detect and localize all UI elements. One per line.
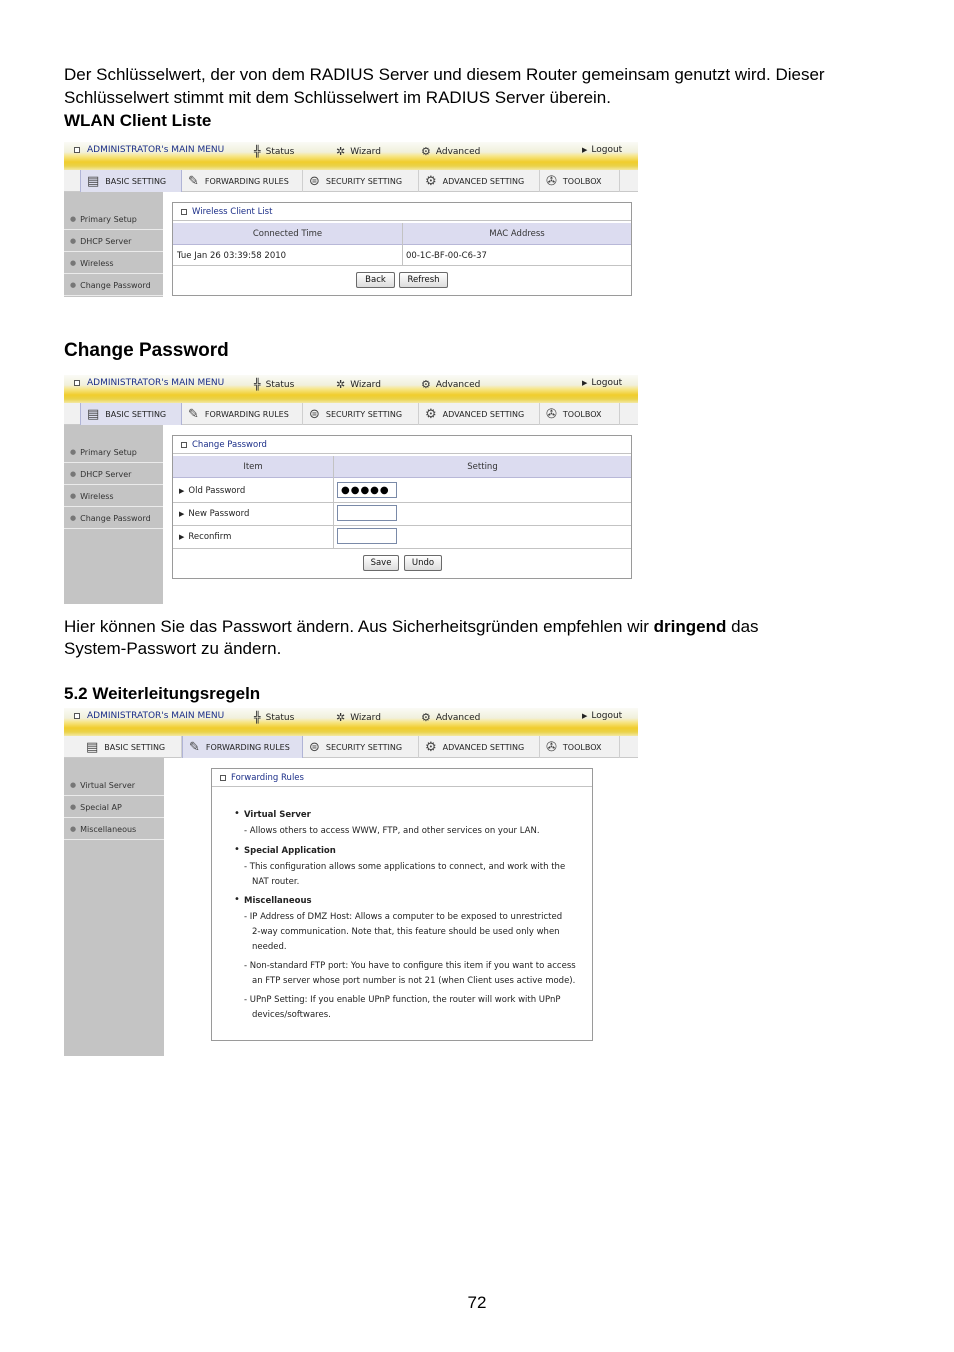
folder-icon: ▤ [86, 739, 99, 755]
toolbox-icon: ✇ [546, 739, 557, 755]
top-menu-bar [64, 708, 638, 736]
advanced-link[interactable]: ⚙ Advanced [421, 145, 481, 158]
miscellaneous-line: 2-way communication. Note that, this feature should be used only when [252, 927, 560, 937]
status-icon: ╬ [254, 711, 261, 724]
sidebar-item-primary-setup[interactable]: ● Primary Setup [64, 209, 163, 230]
panel-square-icon [181, 209, 187, 215]
main-tab-bar [64, 403, 638, 425]
panel-title: Change Password [173, 436, 631, 454]
wizard-link[interactable]: ✲ Wizard [336, 145, 381, 158]
miscellaneous-line: - Non-standard FTP port: You have to configure this item if you want to access [244, 961, 576, 971]
miscellaneous-line: an FTP server whose port number is not 21 (when Client uses active mode). [252, 976, 576, 986]
wireless-client-list-panel [172, 202, 632, 296]
row-divider [173, 525, 631, 526]
status-link[interactable]: ╬ Status [254, 378, 295, 391]
tab-toolbox[interactable]: ✇ TOOLBOX [540, 736, 620, 758]
tab-forwarding-rules[interactable]: ✎ FORWARDING RULES [182, 170, 303, 192]
logout-link[interactable]: ▶ Logout [582, 711, 623, 721]
special-application-line: - This configuration allows some applications to connect, and work with the [244, 862, 566, 872]
sidebar [64, 758, 164, 1056]
column-header-setting: Setting [334, 456, 631, 478]
sidebar-item-dhcp-server[interactable]: ● DHCP Server [64, 231, 163, 252]
security-icon: ⊜ [309, 739, 320, 755]
tab-security-setting[interactable]: ⊜ SECURITY SETTING [303, 403, 419, 425]
menu-square-icon [74, 380, 80, 386]
sidebar-item-change-password[interactable]: ● Change Password [64, 275, 163, 296]
forwarding-rules-description [212, 769, 592, 1039]
special-application-heading: Special Application [244, 846, 336, 856]
reconfirm-input[interactable] [337, 528, 397, 544]
bullet-icon: • [234, 808, 240, 819]
advanced-setting-icon: ⚙ [425, 406, 437, 422]
arrow-right-icon: ▶ [582, 146, 588, 154]
screenshot-forwarding-rules [64, 708, 638, 1056]
toolbox-icon: ✇ [546, 173, 557, 189]
menu-square-icon [74, 147, 80, 153]
tab-advanced-setting[interactable]: ⚙ ADVANCED SETTING [419, 403, 540, 425]
sidebar-item-change-password[interactable]: ● Change Password [64, 508, 163, 529]
toolbox-icon: ✇ [546, 406, 557, 422]
table-row-mac: 00-1C-BF-00-C6-37 [406, 250, 487, 261]
forwarding-icon: ✎ [189, 739, 200, 755]
row-divider [173, 548, 631, 549]
miscellaneous-line: - UPnP Setting: If you enable UPnP function, the router will work with UPnP [244, 995, 561, 1005]
tab-basic-setting[interactable]: ▤ BASIC SETTING [80, 403, 182, 425]
old-password-input[interactable]: ●●●●● [337, 482, 397, 498]
wizard-icon: ✲ [336, 711, 346, 724]
tab-security-setting[interactable]: ⊜ SECURITY SETTING [303, 736, 419, 758]
tab-forwarding-rules[interactable]: ✎ FORWARDING RULES [182, 736, 303, 758]
screenshot-change-password [64, 375, 638, 604]
new-password-label: ▶ New Password [179, 509, 250, 519]
sidebar-item-special-ap[interactable]: ● Special AP [64, 797, 164, 818]
sidebar-item-wireless[interactable]: ● Wireless [64, 486, 163, 507]
tab-forwarding-rules[interactable]: ✎ FORWARDING RULES [182, 403, 303, 425]
miscellaneous-heading: Miscellaneous [244, 896, 312, 906]
advanced-icon: ⚙ [421, 378, 431, 391]
status-icon: ╬ [254, 145, 261, 158]
bullet-icon: • [234, 894, 240, 905]
security-icon: ⊜ [309, 406, 320, 422]
row-arrow-icon: ▶ [179, 533, 185, 541]
status-link[interactable]: ╬ Status [254, 145, 295, 158]
forwarding-icon: ✎ [188, 173, 199, 189]
admin-main-menu[interactable]: ADMINISTRATOR's MAIN MENU [74, 378, 224, 388]
sidebar [64, 192, 163, 297]
forwarding-icon: ✎ [188, 406, 199, 422]
advanced-icon: ⚙ [421, 145, 431, 158]
undo-button[interactable]: Undo [404, 555, 442, 571]
sidebar-item-miscellaneous[interactable]: ● Miscellaneous [64, 819, 164, 840]
wizard-icon: ✲ [336, 145, 346, 158]
wizard-link[interactable]: ✲ Wizard [336, 378, 381, 391]
panel-title: Wireless Client List [173, 203, 631, 221]
sidebar-item-virtual-server[interactable]: ● Virtual Server [64, 775, 164, 796]
column-header-mac-address: MAC Address [403, 223, 631, 245]
main-tab-bar [64, 736, 638, 758]
advanced-link[interactable]: ⚙ Advanced [421, 378, 481, 391]
sidebar-item-dhcp-server[interactable]: ● DHCP Server [64, 464, 163, 485]
heading-wlan-client-list: WLAN Client Liste [64, 111, 212, 130]
admin-main-menu[interactable]: ADMINISTRATOR's MAIN MENU [74, 145, 224, 155]
advanced-icon: ⚙ [421, 711, 431, 724]
logout-link[interactable]: ▶ Logout [582, 145, 623, 155]
panel-square-icon [181, 442, 187, 448]
forwarding-rules-panel [211, 768, 593, 1041]
virtual-server-line: - Allows others to access WWW, FTP, and other services on your LAN. [244, 826, 540, 836]
row-divider [173, 265, 631, 266]
save-button[interactable]: Save [363, 555, 399, 571]
status-link[interactable]: ╬ Status [254, 711, 295, 724]
miscellaneous-line: devices/softwares. [252, 1010, 331, 1020]
arrow-right-icon: ▶ [582, 712, 588, 720]
row-arrow-icon: ▶ [179, 486, 185, 495]
miscellaneous-line: needed. [252, 942, 287, 952]
screenshot-wlan-client-list [64, 142, 638, 300]
tab-toolbox[interactable]: ✇ TOOLBOX [540, 170, 620, 192]
advanced-link[interactable]: ⚙ Advanced [421, 711, 481, 724]
new-password-input[interactable] [337, 505, 397, 521]
main-tab-bar [64, 170, 638, 192]
column-header-item: Item [173, 456, 333, 478]
wizard-icon: ✲ [336, 378, 346, 391]
tab-security-setting[interactable]: ⊜ SECURITY SETTING [303, 170, 419, 192]
logout-link[interactable]: ▶ Logout [582, 378, 623, 388]
panel-title: Forwarding Rules [212, 769, 592, 787]
tab-basic-setting[interactable]: ▤ BASIC SETTING [80, 170, 182, 192]
tab-basic-setting[interactable]: ▤ BASIC SETTING [80, 736, 182, 758]
sidebar-item-wireless[interactable]: ● Wireless [64, 253, 163, 274]
sidebar [64, 425, 163, 604]
folder-icon: ▤ [87, 406, 100, 422]
security-icon: ⊜ [309, 173, 320, 189]
column-divider [402, 223, 403, 265]
miscellaneous-line: - IP Address of DMZ Host: Allows a computer to be exposed to unrestricted [244, 912, 563, 922]
column-header-connected-time: Connected Time [173, 223, 402, 245]
admin-main-menu[interactable]: ADMINISTRATOR's MAIN MENU [74, 711, 224, 721]
bullet-icon: • [234, 844, 240, 855]
virtual-server-heading: Virtual Server [244, 810, 311, 820]
intro-line-1: Der Schlüsselwert, der von dem RADIUS Server und diesem Router gemeinsam genutzt wird. Dieser [64, 65, 825, 84]
change-password-panel [172, 435, 632, 579]
advanced-setting-icon: ⚙ [425, 739, 437, 755]
menu-square-icon [74, 713, 80, 719]
back-button[interactable]: Back [356, 272, 395, 288]
table-row-time: Tue Jan 26 03:39:58 2010 [177, 250, 287, 261]
row-arrow-icon: ▶ [179, 510, 185, 518]
tab-toolbox[interactable]: ✇ TOOLBOX [540, 403, 620, 425]
advanced-setting-icon: ⚙ [425, 173, 437, 189]
status-icon: ╬ [254, 378, 261, 391]
heading-change-password: Change Password [64, 340, 229, 361]
special-application-line: NAT router. [252, 877, 300, 887]
wizard-link[interactable]: ✲ Wizard [336, 711, 381, 724]
heading-forwarding-rules: 5.2 Weiterleitungsregeln [64, 684, 261, 703]
sidebar-item-primary-setup[interactable]: ● Primary Setup [64, 442, 163, 463]
folder-icon: ▤ [87, 173, 100, 189]
reconfirm-label: ▶ Reconfirm [179, 532, 232, 542]
top-menu-bar [64, 142, 638, 170]
intro-line-2: Schlüsselwert stimmt mit dem Schlüsselwert im RADIUS Server überein. [64, 88, 611, 107]
tab-advanced-setting[interactable]: ⚙ ADVANCED SETTING [419, 170, 540, 192]
tab-advanced-setting[interactable]: ⚙ ADVANCED SETTING [419, 736, 540, 758]
password-paragraph-line-2: System-Passwort zu ändern. [64, 639, 282, 658]
page-number: 72 [467, 1293, 487, 1312]
top-menu-bar [64, 375, 638, 403]
password-paragraph-line-1: Hier können Sie das Passwort ändern. Aus Sicherheitsgründen empfehlen wir dringend das [64, 617, 759, 636]
old-password-label: ▶ Old Password [179, 485, 246, 496]
refresh-button[interactable]: Refresh [399, 272, 448, 288]
arrow-right-icon: ▶ [582, 379, 588, 387]
